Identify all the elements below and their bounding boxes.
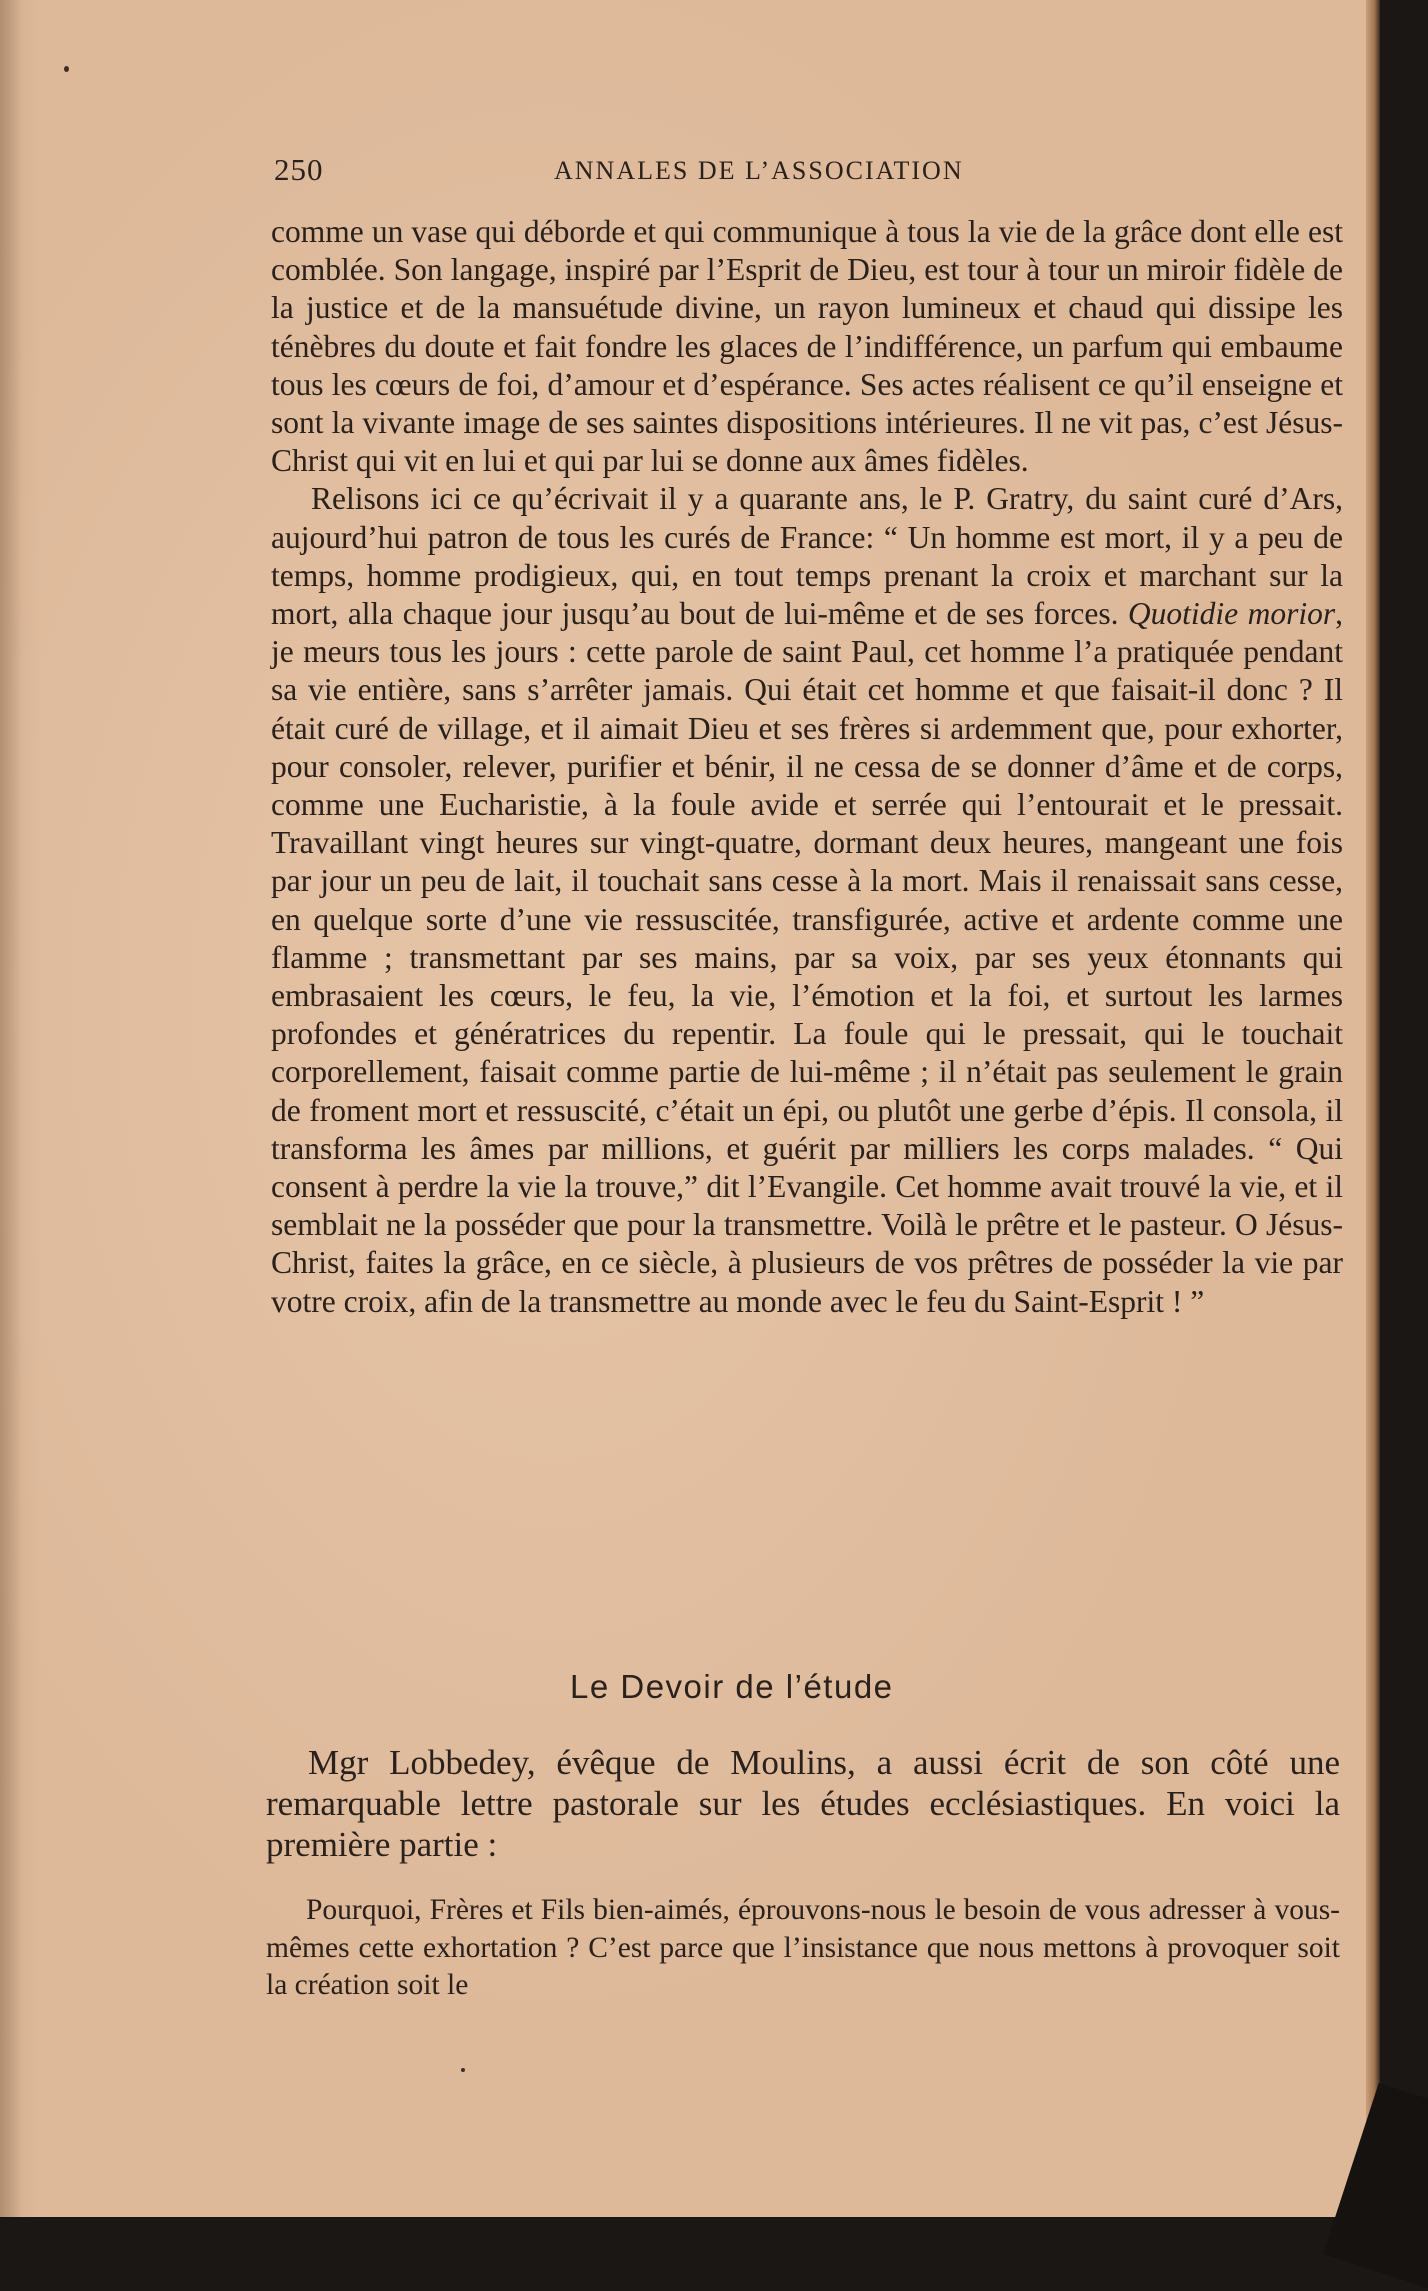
paragraph-2-text-b: , je meurs tous les jours : cette parole de saint Paul, cet homme l’a pratiquée pendant sa vie entière, sans s’arrêter jamais. Qui était cet homme et que faisait-il donc ? Il était curé de village, et il aimait Dieu et ses frères si ardemment que, pour exhorter, pour consoler, relever, purifier et bénir, il ne cessa de se donner d’âme et de corps, comme une Eucharistie, à la foule avide et serrée qui l’entourait et le pressait. Travaillant vingt heures sur vingt-quatre, dormant deux heures, mangeant une fois par jour un peu de lait, il touchait sans cesse à la mort. Mais il renaissait sans cesse, en quelque sorte d’une vie ressuscitée, transfigurée, active et ardente comme une flamme ; transmettant par ses mains, par sa voix, par ses yeux étonnants qui embrasaient les cœurs, le feu, la vie, l’émotion et la foi, et surtout les larmes profondes et génératrices du repentir. La foule qui le pressait, qui le touchait corporellement, faisait comme partie de lui-même ; il n’était pas seulement le grain de froment mort et ressuscité, c’était un épi, ou plutôt une gerbe d’épis. Il consola, il transforma les âmes par millions, et guérit par milliers les corps malades. “ Qui consent à perdre la vie la trouve,” dit l’Evangile. Cet homme avait trouvé la vie, et il semblait ne la posséder que pour la transmettre. Voilà le prêtre et le pasteur. O Jésus-Christ, faites la grâce, en ce siècle, à plusieurs de vos prêtres de posséder la vie par votre croix, afin de la transmettre au monde avec le feu du Saint-Esprit ! ”	[271, 596, 1343, 1319]
pastoral-letter-paragraph: Pourquoi, Frères et Fils bien-aimés, éprouvons-nous le besoin de vous adresser à vous-mêmes cette exhortation ? C’est parce que l’insistance que nous mettons à provoquer soit la création soit le	[266, 1892, 1340, 2005]
paragraph-2	[271, 480, 1343, 1320]
body-text	[271, 213, 1343, 1321]
section-intro	[266, 1742, 1340, 1865]
section-intro-paragraph: Mgr Lobbedey, évêque de Moulins, a aussi écrit de son côté une remarquable lettre pastorale sur les études ecclésiastiques. En voici la première partie :	[266, 1742, 1340, 1865]
binding-shadow	[0, 0, 22, 2217]
paragraph-1: comme un vase qui déborde et qui communique à tous la vie de la grâce dont elle est comblée. Son langage, inspiré par l’Esprit de Dieu, est tour à tour un miroir fidèle de la justice et de la mansuétude divine, un rayon lumineux et chaud qui dissipe les ténèbres du doute et fait fondre les glaces de l’indifférence, un parfum qui embaume tous les cœurs de foi, d’amour et d’espérance. Ses actes réalisent ce qu’il enseigne et sont la vivante image de ses saintes dispositions intérieures. Il ne vit pas, c’est Jésus-Christ qui vit en lui et qui par lui se donne aux âmes fidèles.	[271, 213, 1343, 480]
latin-quote: Quotidie morior	[1128, 596, 1335, 631]
section-heading: Le Devoir de l’étude	[570, 1668, 894, 1706]
pastoral-letter-excerpt	[266, 1892, 1340, 2005]
page-header	[274, 152, 1084, 192]
page-edge	[1366, 0, 1380, 2217]
paragraph-2-text-a: Relisons ici ce qu’écrivait il y a quarante ans, le P. Gratry, du saint curé d’Ars, aujourd’hui patron de tous les curés de France: “ Un homme est mort, il y a peu de temps, homme prodigieux, qui, en tout temps prenant la croix et marchant sur la mort, alla chaque jour jusqu’au bout de lui-même et de ses forces.	[271, 481, 1343, 631]
running-head: ANNALES DE L’ASSOCIATION	[554, 156, 964, 186]
ink-speck	[64, 66, 69, 72]
ink-speck	[461, 2068, 465, 2072]
page-number: 250	[274, 152, 324, 188]
